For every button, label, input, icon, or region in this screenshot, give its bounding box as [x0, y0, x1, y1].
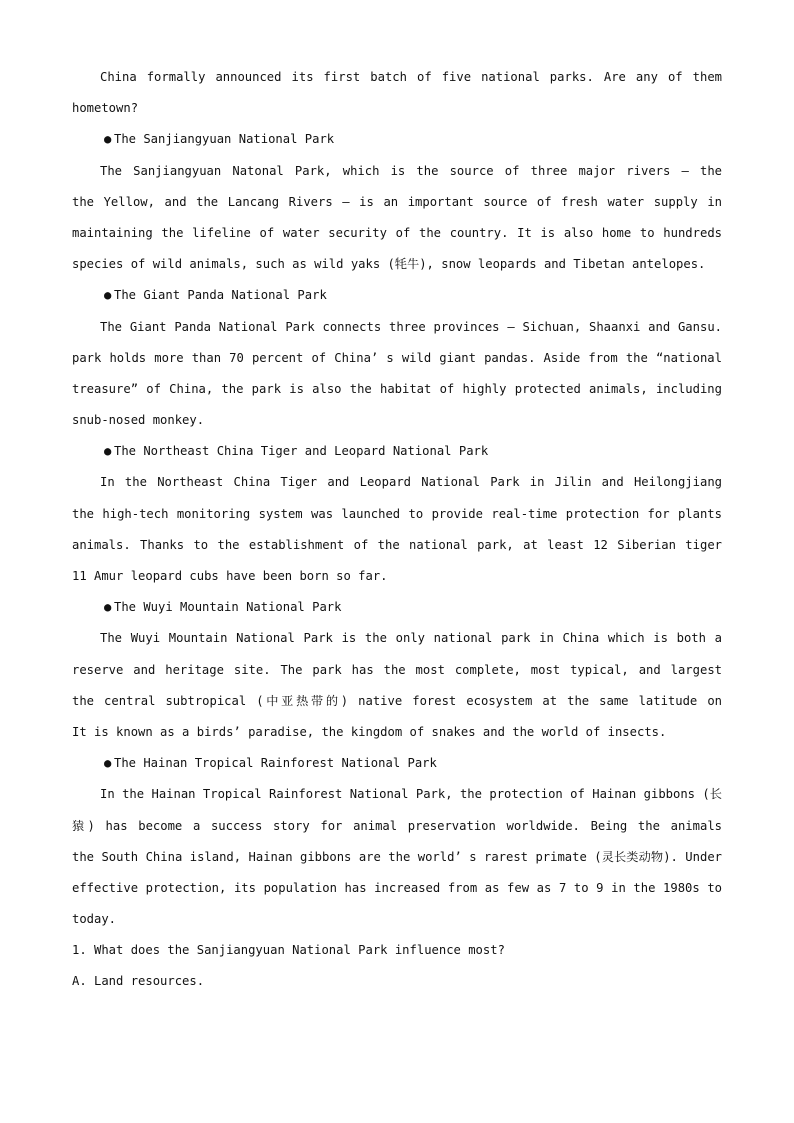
- intro-line: China formally announced its first batch of five national parks. Are any of them: [100, 70, 722, 84]
- paragraph-line: the central subtropical (中亚热带的) native forest ecosystem at the same latitude on: [72, 693, 722, 708]
- park-title: The Sanjiangyuan National Park: [114, 132, 335, 147]
- park-title: The Northeast China Tiger and Leopard National Park: [114, 444, 489, 459]
- paragraph-line: park holds more than 70 percent of China’ s wild giant pandas. Aside from the “national: [72, 350, 722, 365]
- intro-line: hometown?: [72, 101, 139, 116]
- park-heading: [72, 280, 722, 311]
- paragraph-line: maintaining the lifeline of water security of the country. It is also home to hundreds: [72, 225, 722, 240]
- paragraph-line: The Sanjiangyuan Natonal Park, which is the source of three major rivers — the: [100, 163, 722, 178]
- paragraph-line: the Yellow, and the Lancang Rivers — is an important source of fresh water supply in: [72, 194, 722, 209]
- bullet-icon: ●: [104, 288, 112, 303]
- paragraph-line: the South China island, Hainan gibbons are the world’ s rarest primate (灵长类动物). Under: [72, 849, 722, 864]
- paragraph-line: 11 Amur leopard cubs have been born so far.: [72, 569, 388, 583]
- paragraph-line: today.: [72, 912, 117, 927]
- park-heading: [72, 748, 722, 779]
- bullet-icon: ●: [104, 444, 112, 459]
- park-heading: [72, 592, 722, 623]
- park-heading: [72, 436, 722, 467]
- paragraph-line: the high-tech monitoring system was launched to provide real-time protection for plants: [72, 506, 722, 521]
- paragraph-line: In the Hainan Tropical Rainforest National Park, the protection of Hainan gibbons (长: [100, 787, 722, 802]
- paragraph-line: species of wild animals, such as wild yaks (牦牛), snow leopards and Tibetan antelopes.: [72, 257, 706, 272]
- park-title: The Wuyi Mountain National Park: [114, 600, 342, 615]
- park-title: The Giant Panda National Park: [114, 288, 327, 303]
- paragraph-line: treasure” of China, the park is also the habitat of highly protected animals, including: [72, 381, 722, 396]
- paragraph-line: effective protection, its population has increased from as few as 7 to 9 in the 1980s to: [72, 880, 722, 895]
- paragraph-line: In the Northeast China Tiger and Leopard National Park in Jilin and Heilongjiang: [100, 475, 722, 490]
- paragraph-line: It is known as a birds’ paradise, the kingdom of snakes and the world of insects.: [72, 724, 667, 739]
- paragraph-line: 猿) has become a success story for animal preservation worldwide. Being the animals: [72, 818, 722, 833]
- paragraph-line: The Giant Panda National Park connects three provinces — Sichuan, Shaanxi and Gansu.: [100, 319, 722, 334]
- document-page: [72, 62, 722, 998]
- park-heading: [72, 124, 722, 155]
- bullet-icon: ●: [104, 132, 112, 147]
- answer-option-a: A. Land resources.: [72, 974, 205, 989]
- bullet-icon: ●: [104, 756, 112, 771]
- paragraph-line: snub-nosed monkey.: [72, 413, 205, 428]
- question-text: 1. What does the Sanjiangyuan National Park influence most?: [72, 943, 505, 958]
- paragraph-line: The Wuyi Mountain National Park is the only national park in China which is both a: [100, 631, 722, 646]
- park-title: The Hainan Tropical Rainforest National Park: [114, 756, 437, 771]
- bullet-icon: ●: [104, 600, 112, 615]
- paragraph-line: animals. Thanks to the establishment of the national park, at least 12 Siberian tiger: [72, 537, 722, 552]
- paragraph-line: reserve and heritage site. The park has the most complete, most typical, and largest: [72, 662, 722, 677]
